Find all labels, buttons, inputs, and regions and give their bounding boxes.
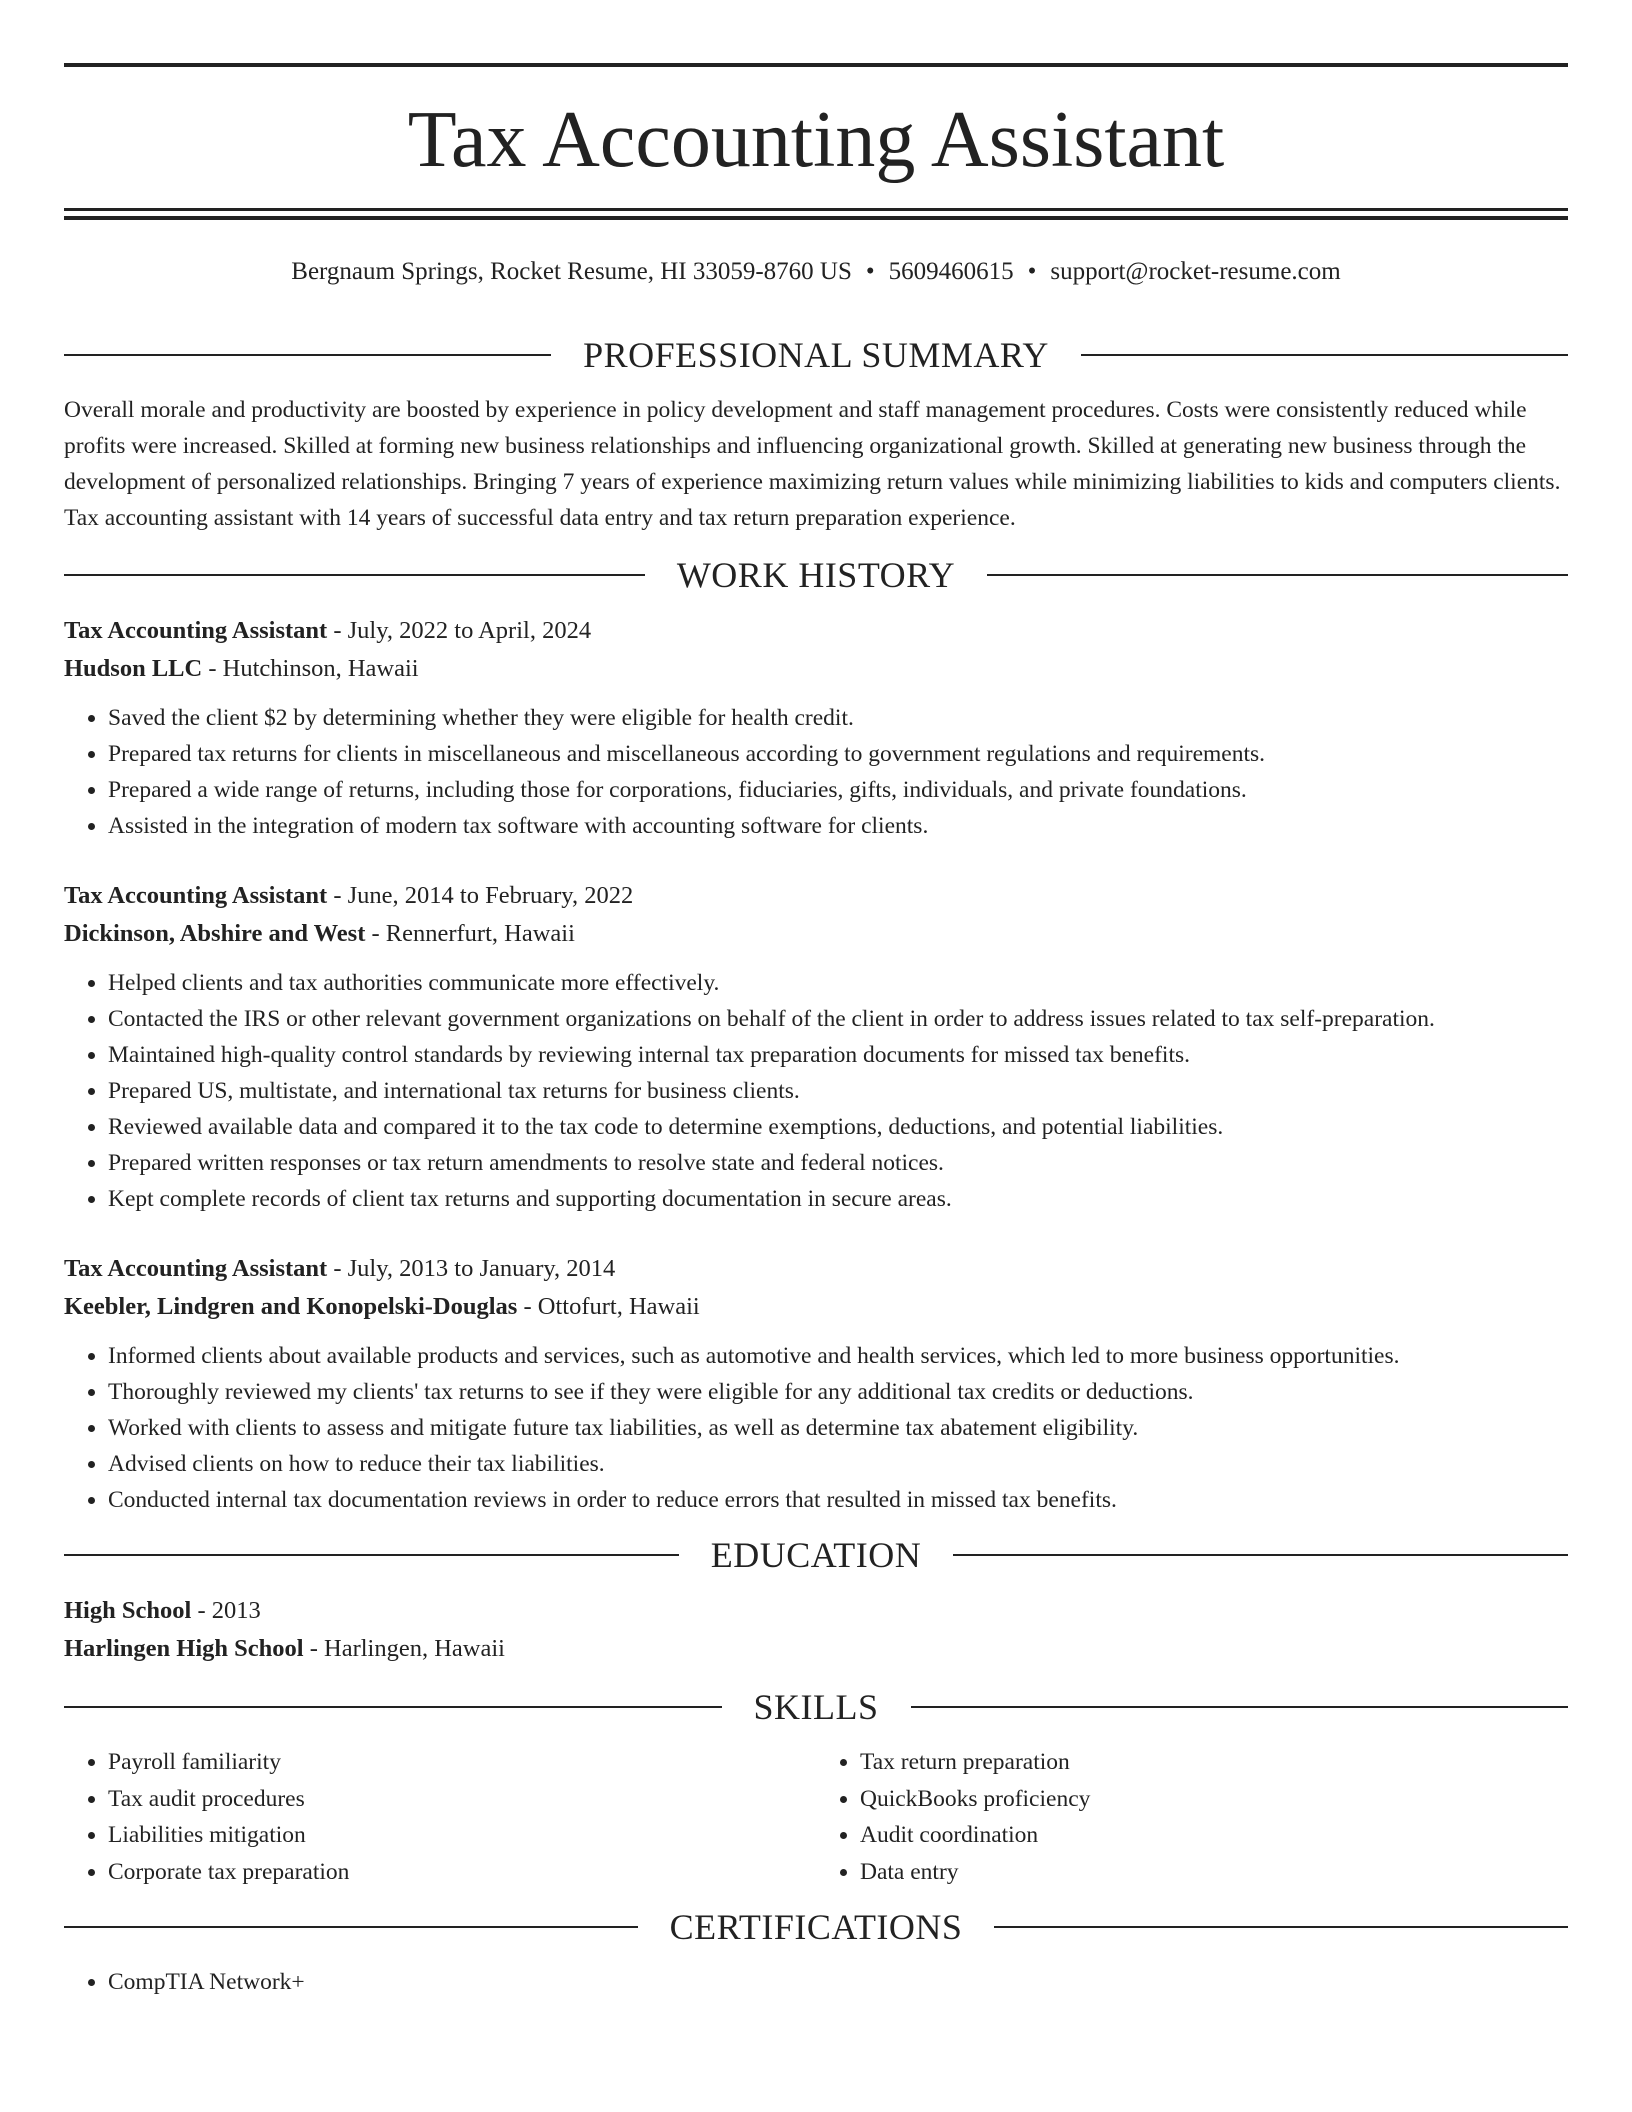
title-double-rule bbox=[64, 208, 1568, 220]
skill-item: • Data entry bbox=[860, 1854, 1568, 1891]
section-title: PROFESSIONAL SUMMARY bbox=[583, 335, 1049, 375]
section-heading-education bbox=[64, 1530, 1568, 1580]
list-item: • Prepared US, multistate, and international tax returns for business clients. bbox=[108, 1073, 1568, 1109]
contact-line bbox=[64, 255, 1568, 289]
top-rule bbox=[64, 63, 1568, 67]
job-dates: - July, 2022 to April, 2024 bbox=[327, 617, 592, 644]
section-heading-certifications bbox=[64, 1902, 1568, 1952]
heading-rule bbox=[911, 1706, 1569, 1708]
section-title: WORK HISTORY bbox=[676, 555, 956, 595]
education-year: - 2013 bbox=[191, 1597, 261, 1624]
job-dates: - July, 2013 to January, 2014 bbox=[327, 1255, 616, 1282]
job-bullets bbox=[64, 700, 1568, 844]
job-company: Dickinson, Abshire and West bbox=[64, 920, 366, 947]
list-item: • Prepared tax returns for clients in miscellaneous and miscellaneous according to government regulations and requirements. bbox=[108, 736, 1568, 772]
summary-text: Overall morale and productivity are boosted by experience in policy development and staff management procedures. Costs were consistently reduced while profits were increased. Skilled at forming new business relationships and influencing organizational growth. Skilled at generating new business through the development of personalized relationships. Bringing 7 years of experience maximizing return values while minimizing liabilities to kids and computers clients. Tax accounting assistant with 14 years of successful data entry and tax return preparation experience. bbox=[64, 397, 1561, 531]
contact-separator: • bbox=[865, 258, 875, 285]
heading-rule bbox=[64, 574, 645, 576]
heading-rule bbox=[64, 1554, 679, 1556]
job-location: - Hutchinson, Hawaii bbox=[202, 655, 419, 682]
job-location: - Ottofurt, Hawaii bbox=[517, 1293, 700, 1320]
job-company: Keebler, Lindgren and Konopelski-Douglas bbox=[64, 1293, 518, 1320]
job-company: Hudson LLC bbox=[64, 655, 203, 682]
section-title: SKILLS bbox=[753, 1687, 879, 1727]
job-entry bbox=[64, 877, 1568, 1217]
job-title: Tax Accounting Assistant bbox=[64, 1255, 328, 1282]
job-title-line bbox=[64, 877, 1568, 915]
skill-item: • Liabilities mitigation bbox=[108, 1817, 816, 1854]
skill-item: • QuickBooks proficiency bbox=[860, 1781, 1568, 1818]
education-school-line bbox=[64, 1630, 1568, 1668]
job-company-line bbox=[64, 1288, 1568, 1326]
job-title-line bbox=[64, 612, 1568, 650]
section-heading-summary bbox=[64, 330, 1568, 380]
job-dates: - June, 2014 to February, 2022 bbox=[327, 882, 634, 909]
job-title: Tax Accounting Assistant bbox=[64, 617, 328, 644]
skills-left-column bbox=[64, 1744, 816, 1890]
list-item: • Kept complete records of client tax returns and supporting documentation in secure areas. bbox=[108, 1181, 1568, 1217]
education-degree: High School bbox=[64, 1597, 192, 1624]
skill-item: • Payroll familiarity bbox=[108, 1744, 816, 1781]
list-item: • Advised clients on how to reduce their tax liabilities. bbox=[108, 1446, 1568, 1482]
skill-item: • Tax audit procedures bbox=[108, 1781, 816, 1818]
list-item: • Thoroughly reviewed my clients' tax returns to see if they were eligible for any additional tax credits or deductions. bbox=[108, 1374, 1568, 1410]
education-degree-line bbox=[64, 1592, 1568, 1630]
list-item: • Helped clients and tax authorities communicate more effectively. bbox=[108, 965, 1568, 1001]
job-title: Tax Accounting Assistant bbox=[64, 882, 328, 909]
list-item: • Saved the client $2 by determining whether they were eligible for health credit. bbox=[108, 700, 1568, 736]
contact-separator: • bbox=[1027, 258, 1037, 285]
job-entry bbox=[64, 1250, 1568, 1518]
contact-address: Bergnaum Springs, Rocket Resume, HI 33059-8760 US bbox=[291, 258, 852, 285]
education-entry bbox=[64, 1592, 1568, 1668]
skill-item: • Tax return preparation bbox=[860, 1744, 1568, 1781]
heading-rule bbox=[1081, 354, 1568, 356]
skills-right-column bbox=[816, 1744, 1568, 1890]
list-item: • Prepared a wide range of returns, including those for corporations, fiduciaries, gifts, individuals, and private foundations. bbox=[108, 772, 1568, 808]
job-title-line bbox=[64, 1250, 1568, 1288]
resume-title: Tax Accounting Assistant bbox=[407, 96, 1225, 184]
list-item: • Assisted in the integration of modern tax software with accounting software for clients. bbox=[108, 808, 1568, 844]
contact-phone: 5609460615 bbox=[888, 258, 1014, 285]
job-company-line bbox=[64, 915, 1568, 953]
section-title: EDUCATION bbox=[710, 1535, 922, 1575]
heading-rule bbox=[987, 574, 1568, 576]
list-item: • Worked with clients to assess and mitigate future tax liabilities, as well as determine tax abatement eligibility. bbox=[108, 1410, 1568, 1446]
certifications-list bbox=[64, 1964, 1568, 2000]
section-heading-work-history bbox=[64, 550, 1568, 600]
contact-email[interactable]: support@rocket-resume.com bbox=[1050, 258, 1341, 285]
list-item: • Conducted internal tax documentation reviews in order to reduce errors that resulted in missed tax benefits. bbox=[108, 1482, 1568, 1518]
section-title: CERTIFICATIONS bbox=[669, 1907, 963, 1947]
education-school: Harlingen High School bbox=[64, 1635, 304, 1662]
job-entry bbox=[64, 612, 1568, 844]
list-item: • Maintained high-quality control standards by reviewing internal tax preparation documents for missed tax benefits. bbox=[108, 1037, 1568, 1073]
section-heading-skills bbox=[64, 1682, 1568, 1732]
skill-item: • Corporate tax preparation bbox=[108, 1854, 816, 1891]
skill-item: • Audit coordination bbox=[860, 1817, 1568, 1854]
education-location: - Harlingen, Hawaii bbox=[303, 1635, 505, 1662]
heading-rule bbox=[994, 1926, 1568, 1928]
list-item: • Informed clients about available products and services, such as automotive and health services, which led to more business opportunities. bbox=[108, 1338, 1568, 1374]
certification-bullets bbox=[64, 1964, 1568, 2000]
job-location: - Rennerfurt, Hawaii bbox=[365, 920, 575, 947]
job-company-line bbox=[64, 650, 1568, 688]
heading-rule bbox=[64, 1706, 722, 1708]
heading-rule bbox=[953, 1554, 1568, 1556]
skills-columns bbox=[64, 1744, 1568, 1890]
list-item: • Prepared written responses or tax return amendments to resolve state and federal notices. bbox=[108, 1145, 1568, 1181]
heading-rule bbox=[64, 354, 551, 356]
work-history-list bbox=[64, 612, 1568, 1518]
resume-content bbox=[64, 330, 1568, 2000]
job-bullets bbox=[64, 965, 1568, 1217]
list-item: • Contacted the IRS or other relevant government organizations on behalf of the client in order to address issues related to tax self-preparation. bbox=[108, 1001, 1568, 1037]
certification-item: • CompTIA Network+ bbox=[108, 1964, 1568, 2000]
job-bullets bbox=[64, 1338, 1568, 1518]
list-item: • Reviewed available data and compared it to the tax code to determine exemptions, deductions, and potential liabilities. bbox=[108, 1109, 1568, 1145]
heading-rule bbox=[64, 1926, 638, 1928]
